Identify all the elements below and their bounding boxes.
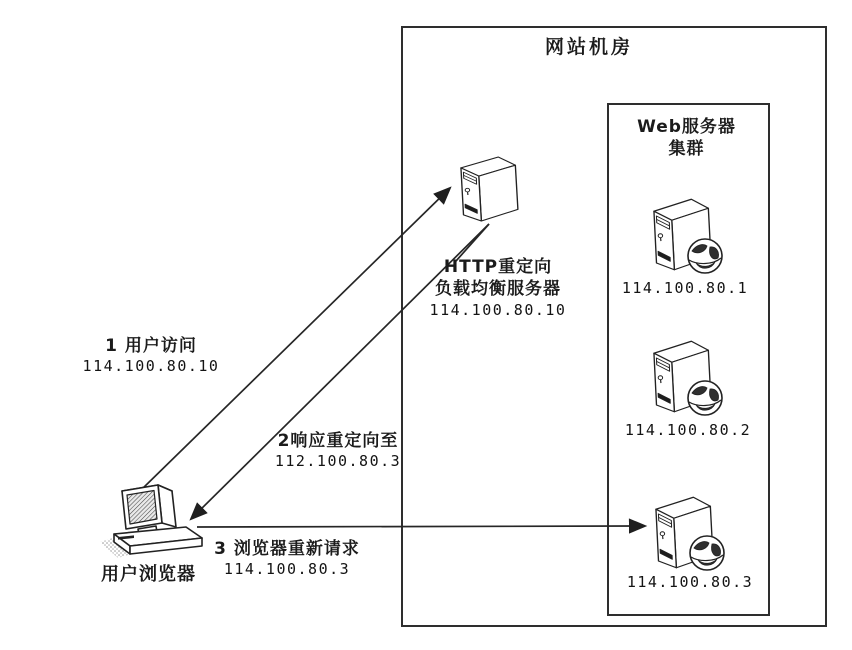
web-cluster-title-line1: Web服务器	[637, 117, 736, 137]
web-server-3-ip: 114.100.80.3	[626, 573, 754, 591]
arrow-3-new-request	[197, 526, 645, 527]
load-balancer-caption	[417, 256, 579, 321]
load-balancer-ip: 114.100.80.10	[429, 300, 567, 319]
load-balancer-name-line2: 负载均衡服务器	[435, 279, 561, 300]
datacenter-title: 网站机房	[545, 36, 634, 58]
web-server-2-ip: 114.100.80.2	[624, 421, 752, 439]
web-server-1-globe-icon	[688, 239, 722, 273]
flow-2-step: 2响应重定向至	[277, 431, 399, 451]
flow-1-ip: 114.100.80.10	[82, 357, 220, 376]
web-cluster-title	[607, 116, 766, 161]
load-balancer-name-line1: HTTP重定向	[443, 257, 553, 277]
flow-3-ip: 114.100.80.3	[223, 560, 351, 579]
web-server-2-globe-icon	[688, 381, 722, 415]
flow-2-ip: 112.100.80.3	[274, 452, 402, 471]
web-server-1-ip: 114.100.80.1	[621, 279, 749, 297]
flow-1-label	[70, 335, 232, 377]
flow-3-label	[198, 538, 376, 580]
flow-3-step: 3 浏览器重新请求	[214, 539, 360, 559]
web-cluster-title-line2: 集群	[668, 139, 705, 160]
load-balancer-tower-server-icon	[461, 157, 518, 221]
flow-1-step: 1 用户访问	[105, 336, 197, 356]
web-server-3-globe-icon	[690, 536, 724, 570]
client-desktop-computer-icon	[100, 485, 202, 558]
flow-2-label	[262, 430, 414, 472]
client-caption: 用户浏览器	[101, 564, 196, 585]
